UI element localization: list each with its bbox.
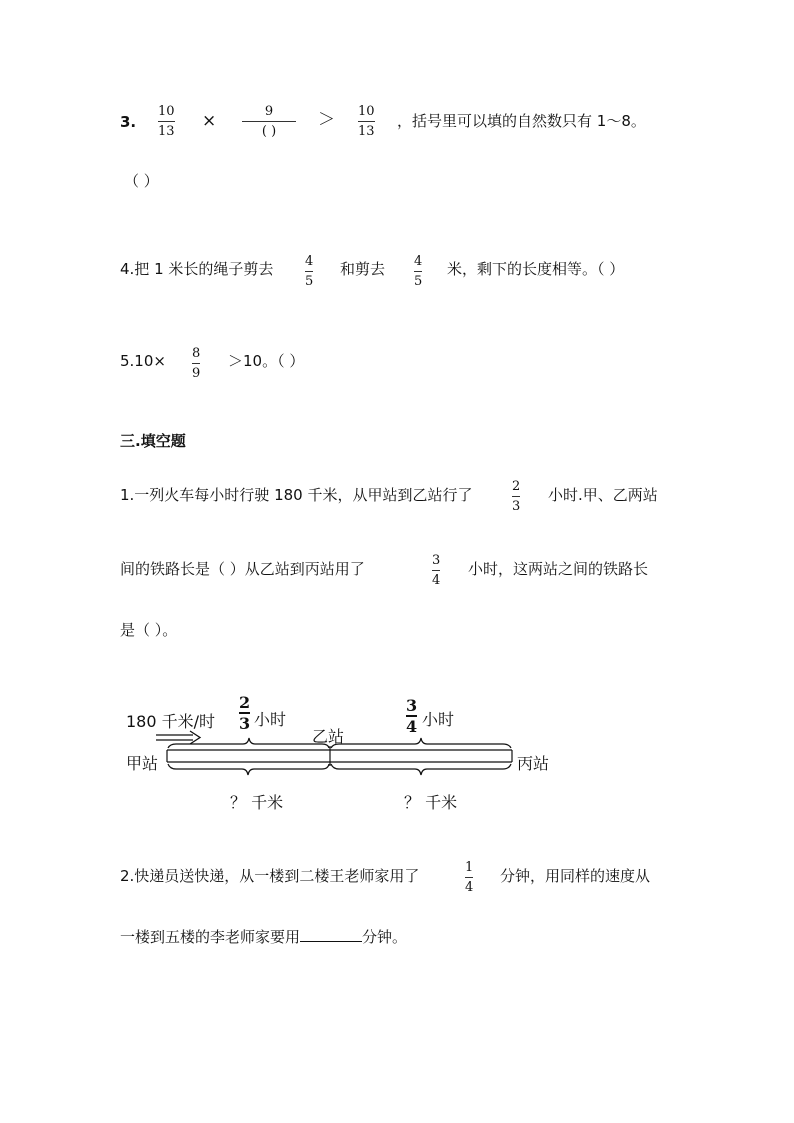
question-text: 米，剩下的长度相等。（ ） [447, 260, 625, 278]
question-text: 1.一列火车每小时行驶 180 千米，从甲站到乙站行了 [120, 486, 473, 504]
numerator: 4 [414, 254, 423, 269]
question-text: 2.快递员送快递，从一楼到二楼王老师家用了 [120, 867, 420, 885]
question-text: ＞10。（ ） [228, 352, 305, 370]
denominator: 5 [305, 274, 314, 289]
question-number: 3. [120, 113, 137, 131]
question-text: ，括号里可以填的自然数只有 1～8。 [397, 112, 646, 130]
direction-arrow [156, 731, 200, 744]
section-title: 三.填空题 [120, 432, 186, 450]
numerator: 1 [465, 860, 474, 875]
speed-label: 180 千米/时 [126, 712, 216, 731]
fraction-bar [465, 877, 473, 878]
denominator: 3 [239, 714, 251, 733]
segment1-unknown: ？ 千米 [230, 793, 284, 812]
denominator: 4 [465, 880, 474, 895]
numerator: 2 [512, 479, 521, 494]
denominator: 5 [414, 274, 423, 289]
fraction [465, 860, 473, 895]
segment1-unit: 小时 [254, 710, 287, 729]
denominator: ( ) [261, 124, 277, 139]
station-b-label: 乙站 [312, 727, 345, 746]
question-text: 分钟，用同样的速度从 [500, 867, 651, 885]
question-text-part: 分钟。 [362, 928, 408, 946]
numerator: 10 [358, 104, 375, 119]
question-text: 小时.甲、乙两站 [548, 486, 658, 504]
answer-bracket[interactable]: （ ） [124, 172, 159, 190]
station-c-label: 丙站 [517, 754, 550, 773]
numerator: 3 [432, 553, 441, 568]
denominator: 13 [158, 124, 175, 139]
segment2-unit: 小时 [422, 710, 455, 729]
denominator: 4 [432, 573, 441, 588]
numerator: 4 [305, 254, 314, 269]
question-text: 5.10× [120, 352, 166, 370]
greater-than-sign: ＞ [318, 110, 335, 130]
answer-blank[interactable] [300, 927, 362, 942]
denominator: 3 [512, 499, 521, 514]
numerator: 9 [264, 104, 274, 119]
numerator: 8 [192, 346, 201, 361]
segment2-top-brace [331, 738, 511, 748]
track-line [167, 750, 512, 762]
numerator: 2 [239, 693, 251, 712]
question-text: 4.把 1 米长的绳子剪去 [120, 260, 274, 278]
denominator: 4 [406, 717, 418, 736]
question-text-part: 一楼到五楼的李老师家要用 [120, 928, 301, 946]
denominator: 13 [358, 124, 375, 139]
question-text: 间的铁路长是（ ）从乙站到丙站用了 [120, 560, 365, 578]
denominator: 9 [192, 366, 201, 381]
question-text [120, 927, 407, 947]
numerator: 10 [158, 104, 175, 119]
segment2-unknown: ？ 千米 [404, 793, 458, 812]
numerator: 3 [406, 696, 418, 715]
question-text: 和剪去 [340, 260, 386, 278]
times-sign: × [202, 111, 217, 131]
question-text: 小时，这两站之间的铁路长 [468, 560, 649, 578]
segment2-bottom-brace [331, 764, 511, 775]
station-a-label: 甲站 [126, 754, 159, 773]
segment1-bottom-brace [168, 764, 329, 775]
question-text: 是（ ）。 [120, 621, 178, 639]
